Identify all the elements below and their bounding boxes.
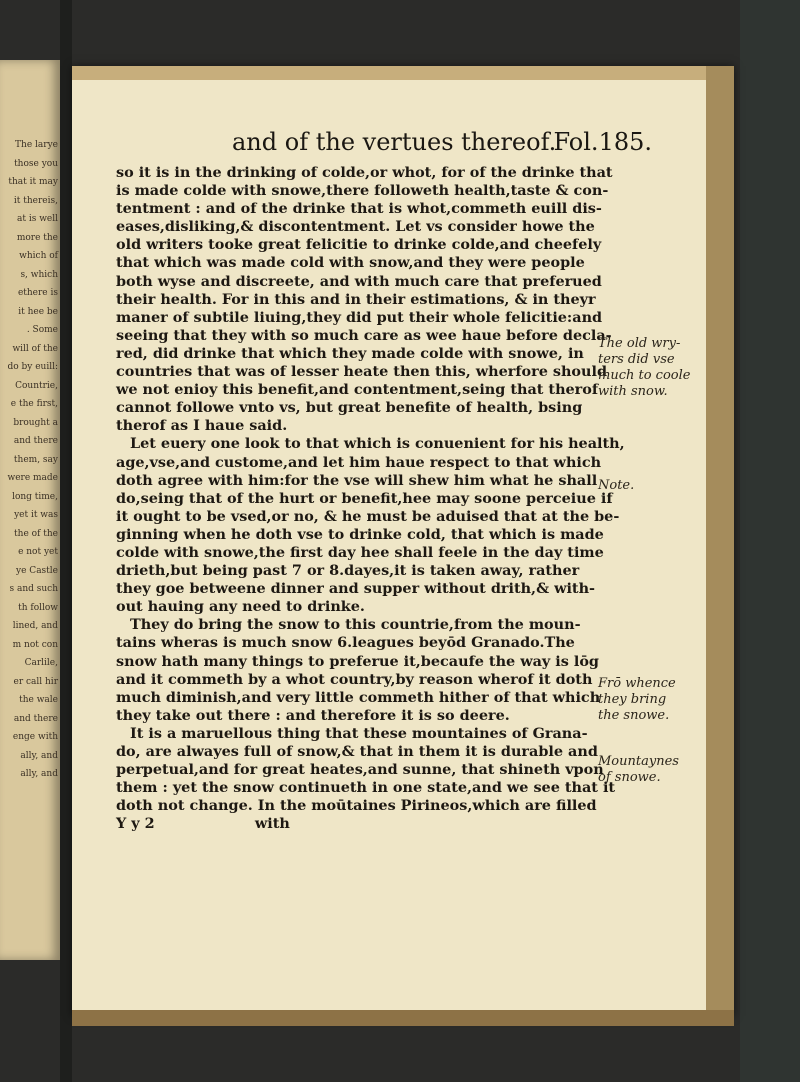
text-line: them : yet the snow continueth in one state,and we see that it [116, 779, 616, 797]
adjacent-page-fragment: s, which [20, 269, 58, 280]
margin-note-line: the snowe. [598, 708, 670, 723]
text-line: maner of subtile liuing,they did put their whole felicitie:and [116, 308, 603, 326]
adjacent-page-fragment: ally, and [20, 750, 58, 761]
text-line: and it commeth by a whot country,by reason wherof it doth [116, 670, 593, 688]
margin-note-line: they bring [598, 692, 667, 707]
margin-note-line: of snowe. [598, 770, 661, 785]
adjacent-page-fragment: will of the [12, 343, 58, 354]
text-line: it ought to be vsed,or no, & he must be aduised that at the be- [116, 507, 620, 525]
folio-number: Fol.185. [553, 128, 652, 156]
text-line: They do bring the snow to this countrie,from the moun- [130, 616, 581, 634]
margin-note [598, 336, 710, 400]
adjacent-page-fragment: ally, and [20, 769, 58, 779]
adjacent-page-fragment: m not con [12, 639, 58, 650]
adjacent-page-fragment: The larye [15, 140, 58, 150]
adjacent-page-fragment: ethere is [17, 288, 58, 298]
adjacent-page-fragment: Carlile, [24, 658, 58, 668]
adjacent-page-fragment: were made [7, 473, 58, 483]
adjacent-page-fragment: e the first, [10, 399, 58, 409]
text-line: out hauing any need to drinke. [116, 598, 365, 616]
text-line: much diminish,and very little commeth hither of that which [116, 688, 601, 706]
adjacent-page-fragment: those you [14, 158, 58, 169]
adjacent-page-fragment: and there [13, 713, 58, 724]
text-line: ginning when he doth vse to drinke cold, that which is made [116, 525, 604, 543]
text-line: do, are alwayes full of snow,& that in them it is durable and [116, 743, 598, 760]
text-line: age,vse,and custome,and let him haue respect to that which [116, 453, 602, 471]
text-line: they take out there : and therefore it is so deere. [116, 706, 510, 724]
text-line: so it is in the drinking of colde,or whot, for of the drinke that [116, 164, 613, 181]
book-gutter [60, 0, 72, 1082]
text-line: countries that was of lesser heate then this, wherfore should [116, 363, 608, 381]
adjacent-page-fragment: s and such [9, 584, 58, 594]
adjacent-page-fragment: it thereis, [13, 195, 58, 206]
text-line: Y y 2 with [116, 815, 290, 833]
text-line: cannot followe vnto vs, but great benefite of health, bsing [116, 399, 583, 417]
adjacent-page-fragment: the wale [19, 695, 58, 705]
text-line: Let euery one look to that which is conuenient for his health, [130, 435, 625, 453]
adjacent-page-fragment: th follow [18, 602, 58, 613]
margin-note-line: with snow. [598, 384, 668, 399]
adjacent-page-fragment: lined, and [12, 621, 58, 631]
adjacent-page-fragment: at is well [17, 214, 58, 224]
adjacent-page-strip [0, 60, 60, 960]
text-line: tains wheras is much snow 6.leagues beyōd Granado.The [116, 634, 575, 652]
text-line: seeing that they with so much care as wee haue before decla- [116, 326, 612, 344]
adjacent-page-fragment: and there [13, 436, 58, 446]
adjacent-page-fragment: long time, [12, 491, 58, 502]
margin-note [598, 478, 710, 494]
adjacent-page-fragment: do by euill: [7, 362, 58, 372]
margin-note-line: Mountaynes [598, 754, 679, 769]
body-text [116, 164, 625, 833]
adjacent-page-fragment: brought a [13, 417, 58, 428]
adjacent-page-fragment: Countrie, [15, 380, 58, 391]
page-edge-top [72, 66, 734, 80]
text-line: therof as I haue said. [116, 417, 288, 435]
page-edge-bottom [72, 1010, 734, 1026]
margin-note-line: The old wry- [598, 336, 681, 351]
text-line: both wyse and discreete, and with much care that preferued [116, 272, 602, 290]
adjacent-page-fragment: er call hir [13, 676, 58, 687]
adjacent-page-fragment: the of the [14, 528, 58, 539]
adjacent-page-fragment: which of [19, 251, 58, 261]
text-line: snow hath many things to preferue it,becaufe the way is lōg [116, 652, 599, 670]
text-line: colde with snowe,the first day hee shall feele in the day time [116, 543, 604, 561]
adjacent-page-fragment: e not yet [18, 547, 58, 557]
text-line: their health. For in this and in their estimations, & in theyr [116, 290, 596, 308]
text-line: doth not change. In the moūtaines Pirineos,which are filled [116, 797, 597, 815]
margin-note [598, 676, 710, 724]
adjacent-page-fragment: yet it was [14, 510, 58, 520]
margin-note-line: ters did vse [598, 352, 675, 367]
text-line: It is a maruellous thing that these mountaines of Grana- [130, 724, 588, 742]
adjacent-page-fragment: more the [16, 232, 58, 243]
margin-note-line: Note. [598, 478, 635, 493]
text-line: eases,disliking,& discontentment. Let vs consider howe the [116, 218, 595, 236]
margin-note-line: Frō whence [598, 676, 676, 691]
margin-note-line: much to coole [598, 368, 691, 383]
text-line: doth agree with him:for the vse will shew him what he shall [116, 471, 598, 489]
text-line: perpetual,and for great heates,and sunne, that shineth vpon [116, 761, 604, 779]
text-line: old writers tooke great felicitie to drinke colde,and cheefely [116, 236, 602, 254]
text-line: we not enioy this benefit,and contentment,seing that therof [116, 381, 599, 399]
adjacent-page-fragment: them, say [13, 454, 58, 465]
adjacent-page-fragment: . Some [26, 325, 58, 335]
adjacent-page-fragment: enge with [12, 732, 58, 742]
running-head: and of the vertues thereof. [232, 128, 557, 156]
text-line: that which was made cold with snow,and they were people [116, 254, 585, 272]
page-header [232, 128, 652, 162]
text-line: they goe betweene dinner and supper without drith,& with- [116, 580, 596, 598]
adjacent-page-fragment: ye Castle [16, 565, 58, 576]
text-line: is made colde with snowe,there followeth health,taste & con- [116, 182, 609, 200]
adjacent-page-fragment: it hee be [18, 306, 58, 317]
text-line: do,seing that of the hurt or benefit,hee may soone perceiue if [116, 489, 613, 507]
text-line: tentment : and of the drinke that is whot,commeth euill dis- [116, 200, 602, 218]
text-line: red, did drinke that which they made colde with snowe, in [116, 344, 584, 362]
text-line: drieth,but being past 7 or 8.dayes,it is taken away, rather [116, 562, 580, 580]
background-right [740, 0, 800, 1082]
margin-note [598, 754, 710, 786]
page-edge-right [706, 66, 734, 1016]
adjacent-page-fragment: that it may [8, 177, 58, 187]
